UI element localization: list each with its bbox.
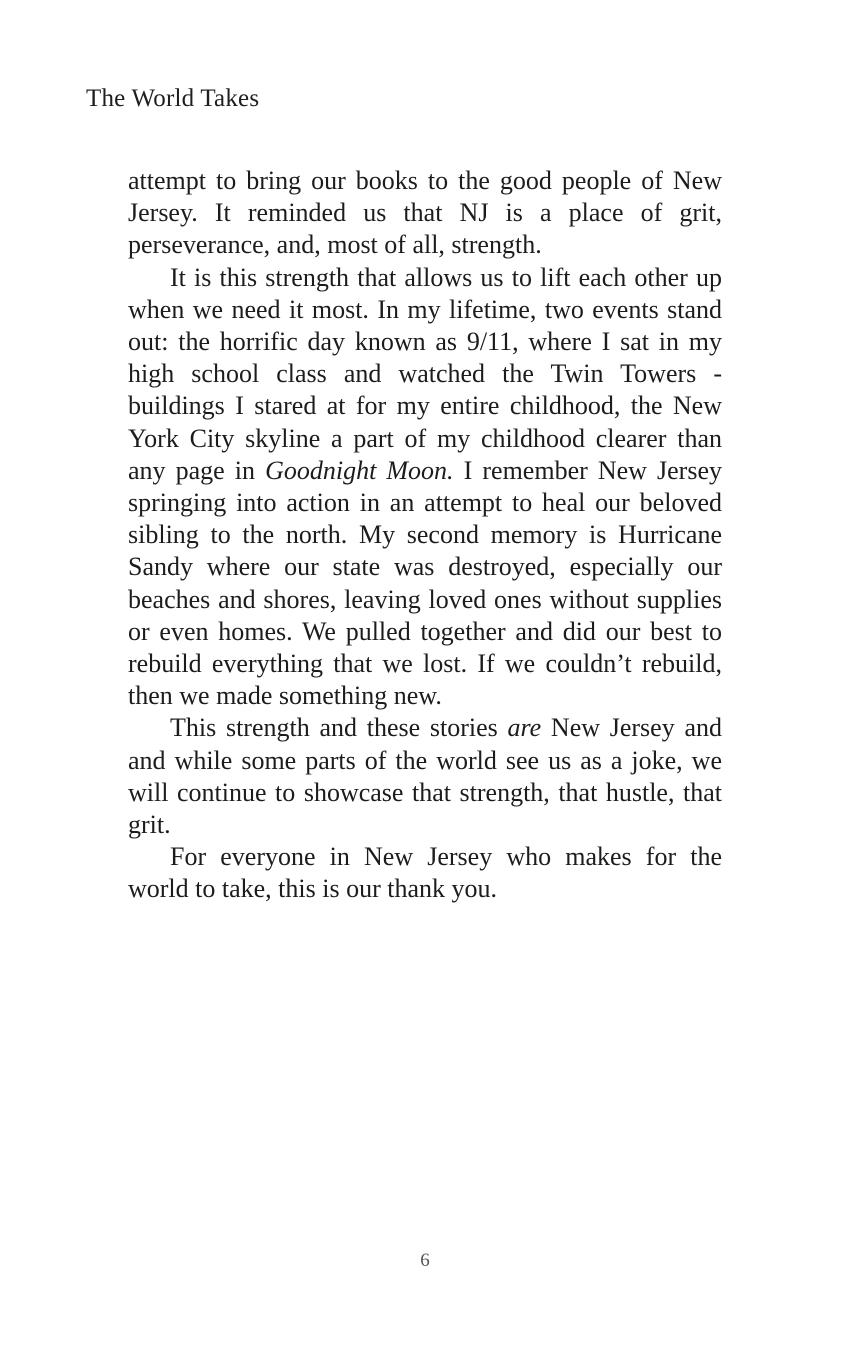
running-header-title: The World Takes: [86, 85, 260, 112]
paragraph-3-text-a: This strength and these stories: [170, 713, 508, 743]
paragraph-3-text-b: New Jersey and and while some parts of the world see us as a joke, we will continue to showcase that strength, that hustle, that grit.: [128, 713, 722, 840]
paragraph-2-text-b: I remember New Jersey springing into action in an attempt to heal our beloved sibling to the north. My second memory is Hurricane Sandy where our state was destroyed, especially our beaches and shores, leaving loved ones without supplies or even homes. We pulled together and did our best to rebuild everything that we lost. If we couldn’t rebuild, then we made something new.: [128, 455, 722, 711]
paragraph-1: attempt to bring our books to the good people of New Jersey. It reminded us that NJ is a place of grit, perseverance, and, most of all, strength.: [128, 166, 722, 260]
emphasis-italic: are: [507, 713, 542, 743]
paragraph-2: [128, 262, 722, 713]
paragraph-4: For everyone in New Jersey who makes for the world to take, this is our thank you.: [128, 842, 722, 904]
body-text: [128, 165, 722, 906]
paragraph-2-text-a: It is this strength that allows us to lift each other up when we need it most. In my lifetime, two events stand out: the horrific day known as 9/11, where I sat in my high school class and watched the Twin Towers - buildings I stared at for my entire childhood, the New York City skyline a part of my childhood clearer than any page in: [128, 262, 722, 485]
page-number: 6: [420, 1250, 430, 1271]
paragraph-3: [128, 712, 722, 841]
book-title-italic: Goodnight Moon.: [265, 455, 454, 485]
